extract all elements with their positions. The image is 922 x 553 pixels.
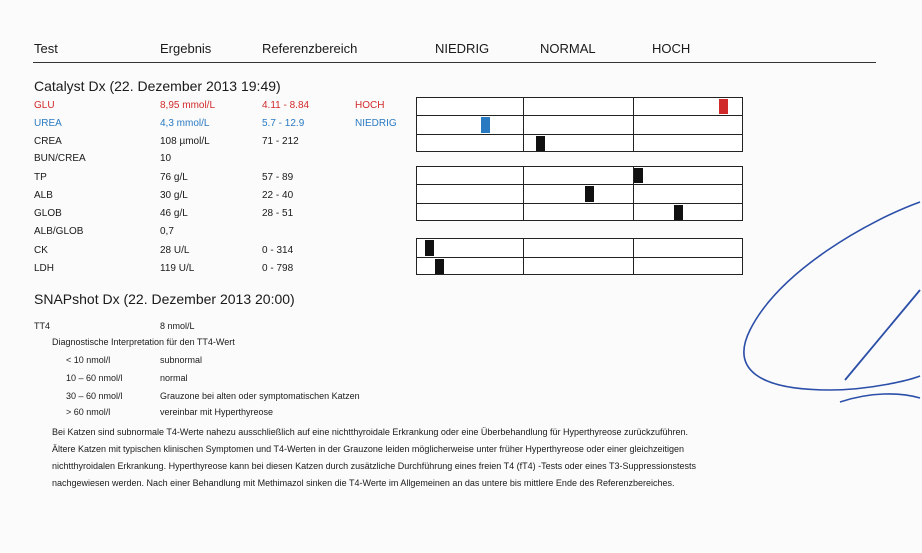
result-range: 0 - 314 [262,245,294,256]
range-4-label: vereinbar mit Hyperthyreose [160,407,274,417]
marker-ldh [435,259,444,275]
result-range: 4.11 - 8.84 [262,100,310,111]
result-flag: HOCH [355,100,385,111]
range-1: < 10 nmol/l [66,355,111,365]
result-value: 0,7 [160,226,174,237]
result-test: GLU [34,100,55,111]
result-range: 71 - 212 [262,136,299,147]
range-3: 30 – 60 nmol/l [66,391,123,401]
signature-stroke-icon [720,180,922,420]
range-2-label: normal [160,373,188,383]
range-2: 10 – 60 nmol/l [66,373,123,383]
header-result: Ergebnis [160,41,212,56]
result-range: 0 - 798 [262,263,294,274]
bar-group-2 [416,166,743,221]
catalyst-title: Catalyst Dx (22. Dezember 2013 19:49) [34,78,281,94]
result-test: GLOB [34,208,62,219]
result-range: 22 - 40 [262,190,294,201]
result-value: 4,3 mmol/L [160,118,210,129]
result-test: UREA [34,118,62,129]
result-test: CREA [34,136,62,147]
range-1-label: subnormal [160,355,203,365]
range-3-label: Grauzone bei alten oder symptomatischen Katzen [160,391,360,401]
result-test: CK [34,245,48,256]
result-test: BUN/CREA [34,153,86,164]
header-divider [33,62,876,63]
result-test: ALB [34,190,53,201]
result-test: TP [34,172,47,183]
bar-group-1 [416,97,743,152]
result-flag: NIEDRIG [355,118,397,129]
marker-urea [481,117,490,132]
interpretation-paragraph: Bei Katzen sind subnormale T4-Werte nahezu ausschließlich auf eine nichtthyroidale Erkrankung oder eine Überbehandlung für Hyperthyreose zurückzuführen. Ältere Katzen mit typischen klinischen Symptomen und T4-Werten in der Grauzone leiden möglicherweise unter früher Hyperthyreose oder einer gleichzeitigen nichtthyroidalen Erkrankung. Hyperthyreose kann bei diesen Katzen durch zusätzliche Durchführung eines freien T4 (fT4) -Tests oder eines T3-Suppressionstests nachgewiesen werden. Nach einer Behandlung mit Methimazol sinken die T4-Werte im Allgemeinen an das untere bis mittlere Ende des Referenzbereiches. [52,427,697,488]
result-value: 46 g/L [160,208,188,219]
header-low: NIEDRIG [435,41,490,56]
marker-alb [585,186,594,201]
result-value: 76 g/L [160,172,188,183]
header-test: Test [34,41,58,56]
interpretation-title: Diagnostische Interpretation für den TT4-Wert [52,337,235,347]
marker-glob [674,205,683,220]
result-value: 30 g/L [160,190,188,201]
result-test: ALB/GLOB [34,226,84,237]
result-value: 10 [160,153,172,164]
marker-crea [536,136,545,151]
marker-tp [634,168,643,183]
result-range: 57 - 89 [262,172,294,183]
header-normal: NORMAL [540,41,596,56]
result-range: 28 - 51 [262,208,294,219]
result-range: 5.7 - 12.9 [262,118,305,129]
snapshot-result: 8 nmol/L [160,321,195,331]
result-value: 119 U/L [160,263,195,274]
result-test: LDH [34,263,55,274]
header-reference: Referenzbereich [262,41,358,56]
result-value: 28 U/L [160,245,190,256]
snapshot-title: SNAPshot Dx (22. Dezember 2013 20:00) [34,291,295,307]
header-high: HOCH [652,41,691,56]
snapshot-test: TT4 [34,321,51,331]
marker-glu [719,99,728,114]
marker-ck [425,240,434,256]
result-value: 8,95 mmol/L [160,100,216,111]
result-value: 108 µmol/L [160,136,210,147]
range-4: > 60 nmol/l [66,407,111,417]
